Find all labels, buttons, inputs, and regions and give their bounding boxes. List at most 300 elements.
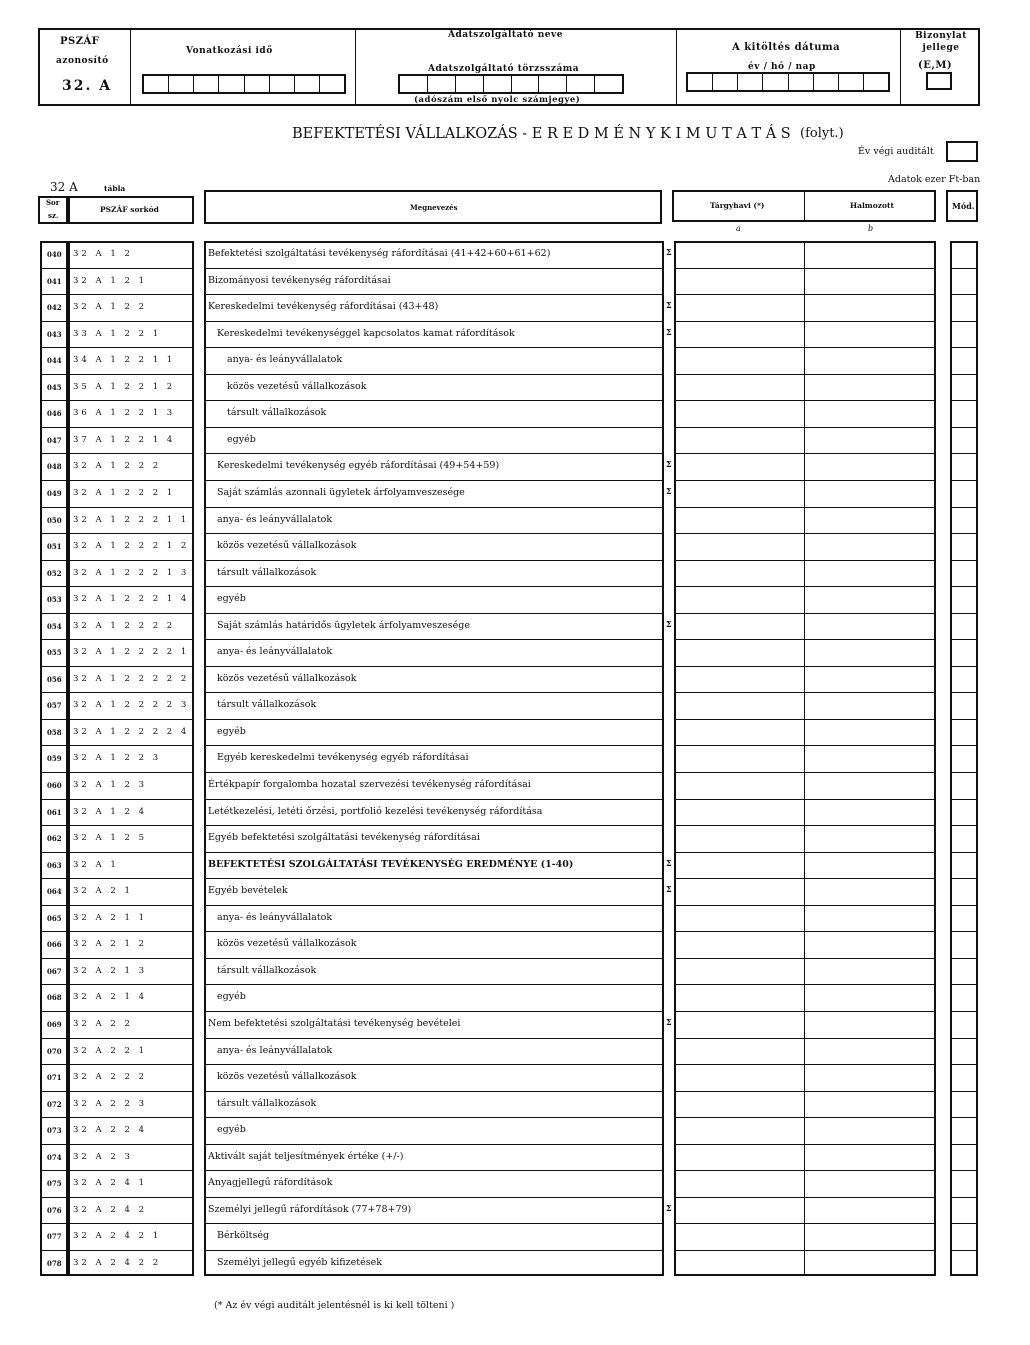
row-divider (950, 852, 978, 853)
targyhavi-cell[interactable] (676, 1252, 802, 1275)
row-divider (68, 294, 194, 295)
row-label: társult vállalkozások (217, 566, 317, 578)
halmozott-cell[interactable] (806, 270, 934, 293)
row-divider (674, 560, 936, 561)
mod-cell[interactable] (952, 1199, 976, 1222)
mod-cell[interactable] (952, 721, 976, 744)
row-divider (40, 480, 68, 481)
row-divider (950, 639, 978, 640)
adatszolgaltato-neve-label: Adatszolgáltató neve (448, 30, 563, 40)
ev-vegi-auditalt-label: Év végi auditált (858, 146, 934, 157)
row-number: 048 (47, 462, 62, 472)
targyhavi-cell[interactable] (676, 827, 802, 850)
row-divider (950, 453, 978, 454)
row-divider (674, 1170, 936, 1171)
row-code: 32 A 2 2 1 (73, 1045, 147, 1056)
mod-cell[interactable] (952, 1225, 976, 1248)
targyhavi-cell[interactable] (676, 1066, 802, 1089)
row-divider (674, 1011, 936, 1012)
row-divider (40, 745, 68, 746)
halmozott-cell[interactable] (806, 535, 934, 558)
halmozott-cell[interactable] (806, 933, 934, 956)
row-divider (40, 931, 68, 932)
row-label: Saját számlás határidős ügyletek árfolyamveszesége (217, 619, 470, 631)
row-divider (40, 825, 68, 826)
mod-cell[interactable] (952, 376, 976, 399)
targyhavi-cell[interactable] (676, 243, 802, 266)
row-divider (40, 1170, 68, 1171)
mod-cell[interactable] (952, 270, 976, 293)
row-divider (950, 1038, 978, 1039)
targyhavi-cell[interactable] (676, 615, 802, 638)
row-divider (674, 1091, 936, 1092)
row-number: 075 (47, 1179, 62, 1189)
row-code: 37 A 1 2 2 1 4 (73, 434, 176, 445)
mod-cell[interactable] (952, 509, 976, 532)
row-number: 051 (47, 542, 62, 552)
row-divider (204, 321, 664, 322)
row-divider (950, 533, 978, 534)
row-divider (204, 958, 664, 959)
row-number: 054 (47, 621, 62, 631)
halmozott-cell[interactable] (806, 1146, 934, 1169)
row-divider (950, 1250, 978, 1251)
row-code: 32 A 1 2 2 3 (73, 753, 162, 764)
targyhavi-cell[interactable] (676, 694, 802, 717)
row-label: közös vezetésű vállalkozások (217, 1071, 357, 1083)
row-label: anya- és leányvállalatok (217, 911, 333, 923)
col-a-label: a (736, 224, 741, 233)
targyhavi-cell[interactable] (676, 986, 802, 1009)
row-code: 32 A 1 2 3 (73, 780, 147, 790)
row-label: közös vezetésű vállalkozások (217, 540, 357, 552)
halmozott-cell[interactable] (806, 1040, 934, 1063)
row-divider (950, 1117, 978, 1118)
halmozott-cell[interactable] (806, 402, 934, 425)
halmozott-cell[interactable] (806, 880, 934, 903)
row-divider (674, 533, 936, 534)
row-divider (674, 799, 936, 800)
row-divider (40, 639, 68, 640)
kitoltes-datuma-label: A kitöltés dátuma (732, 42, 841, 53)
row-number: 058 (47, 727, 62, 737)
row-divider (674, 878, 936, 879)
mod-cell[interactable] (952, 455, 976, 478)
row-divider (204, 825, 664, 826)
row-divider (204, 294, 664, 295)
halmozott-cell[interactable] (806, 1013, 934, 1036)
halmozott-cell[interactable] (806, 1252, 934, 1275)
row-divider (68, 480, 194, 481)
row-code: 32 A 1 2 2 2 2 4 (73, 726, 190, 737)
mod-cell[interactable] (952, 323, 976, 346)
row-divider (40, 268, 68, 269)
row-number: 040 (47, 250, 62, 259)
row-divider (204, 1250, 664, 1251)
halmozott-cell[interactable] (806, 960, 934, 983)
row-code: 35 A 1 2 2 1 2 (73, 381, 176, 392)
row-divider (40, 772, 68, 773)
targyhavi-cell[interactable] (676, 1146, 802, 1169)
mod-cell[interactable] (952, 1146, 976, 1169)
mod-cell[interactable] (952, 827, 976, 850)
row-divider (68, 268, 194, 269)
halmozott-cell[interactable] (806, 694, 934, 717)
row-label: Kereskedelmi tevékenység ráfordításai (43+48) (208, 301, 439, 313)
row-divider (204, 692, 664, 693)
row-divider (204, 480, 664, 481)
row-label: egyéb (217, 1124, 246, 1136)
row-label: Bizományosi tevékenység ráfordításai (208, 274, 391, 286)
row-code: 32 A 1 2 (73, 249, 133, 259)
row-divider (204, 560, 664, 561)
row-divider (68, 772, 194, 773)
halmozott-cell[interactable] (806, 1199, 934, 1222)
targyhavi-cell[interactable] (676, 933, 802, 956)
row-divider (68, 1038, 194, 1039)
form-code: 32. A (62, 78, 113, 94)
row-code: 32 A 1 2 2 2 1 1 (73, 514, 190, 525)
mod-cell[interactable] (952, 243, 976, 266)
row-divider (950, 719, 978, 720)
ev-ho-nap-label: év / hó / nap (748, 62, 816, 72)
row-label: anya- és leányvállalatok (217, 646, 333, 658)
row-label: egyéb (217, 593, 246, 605)
row-number: 043 (47, 329, 62, 339)
targyhavi-cell[interactable] (676, 482, 802, 505)
row-divider (950, 347, 978, 348)
row-divider (68, 745, 194, 746)
mod-cell[interactable] (952, 429, 976, 452)
halmozott-cell[interactable] (806, 1172, 934, 1195)
halmozott-label: Halmozott (850, 201, 894, 210)
row-divider (204, 719, 664, 720)
row-divider (204, 1170, 664, 1171)
row-divider (204, 586, 664, 587)
halmozott-cell[interactable] (806, 774, 934, 797)
row-divider (204, 852, 664, 853)
mod-cell[interactable] (952, 641, 976, 664)
row-divider (68, 560, 194, 561)
row-number: 047 (47, 435, 62, 445)
row-divider (40, 1223, 68, 1224)
row-number: 061 (47, 807, 62, 817)
sum-marker: Σ (666, 1016, 672, 1027)
targyhavi-cell[interactable] (676, 960, 802, 983)
row-divider (950, 374, 978, 375)
mod-cell[interactable] (952, 349, 976, 372)
row-code: 32 A 1 2 2 2 2 1 (73, 647, 190, 658)
sum-marker: Σ (666, 857, 672, 868)
targyhavi-cell[interactable] (676, 1040, 802, 1063)
row-divider (40, 586, 68, 587)
mod-cell[interactable] (952, 615, 976, 638)
row-divider (950, 613, 978, 614)
targyhavi-cell[interactable] (676, 1172, 802, 1195)
row-divider (68, 878, 194, 879)
row-divider (674, 427, 936, 428)
row-number: 063 (47, 860, 62, 870)
row-divider (40, 427, 68, 428)
row-code: 32 A 1 2 2 (73, 302, 147, 313)
row-divider (674, 1250, 936, 1251)
halmozott-cell[interactable] (806, 376, 934, 399)
bizonylat-label: Bizonylat jellege (915, 31, 967, 53)
adoszam-note: (adószám első nyolc számjegye) (414, 95, 581, 105)
row-code: 32 A 2 1 4 (73, 992, 147, 1003)
row-number: 042 (47, 303, 62, 313)
halmozott-cell[interactable] (806, 854, 934, 877)
row-divider (68, 321, 194, 322)
row-divider (40, 958, 68, 959)
row-number: 066 (47, 940, 62, 950)
halmozott-cell[interactable] (806, 827, 934, 850)
row-divider (68, 453, 194, 454)
sum-marker: Σ (666, 326, 672, 337)
targyhavi-cell[interactable] (676, 1225, 802, 1248)
mod-cell[interactable] (952, 1119, 976, 1142)
vonatkozasi-ido-label: Vonatkozási idő (186, 46, 273, 56)
halmozott-cell[interactable] (806, 1093, 934, 1116)
targyhavi-cell[interactable] (676, 801, 802, 824)
targyhavi-cell[interactable] (676, 429, 802, 452)
row-label: anya- és leányvállalatok (227, 354, 343, 366)
row-code: 32 A 1 2 2 2 1 2 (73, 541, 190, 552)
row-divider (950, 480, 978, 481)
targyhavi-cell[interactable] (676, 402, 802, 425)
targyhavi-cell[interactable] (676, 1119, 802, 1142)
halmozott-cell[interactable] (806, 1119, 934, 1142)
row-divider (674, 905, 936, 906)
row-divider (674, 1064, 936, 1065)
halmozott-cell[interactable] (806, 1066, 934, 1089)
targyhavi-cell[interactable] (676, 562, 802, 585)
targyhavi-cell[interactable] (676, 907, 802, 930)
halmozott-cell[interactable] (806, 721, 934, 744)
halmozott-cell[interactable] (806, 615, 934, 638)
targyhavi-cell[interactable] (676, 535, 802, 558)
halmozott-cell[interactable] (806, 588, 934, 611)
mod-cell[interactable] (952, 296, 976, 319)
halmozott-cell[interactable] (806, 349, 934, 372)
row-divider (68, 825, 194, 826)
row-divider (40, 692, 68, 693)
adatok-label: Adatok ezer Ft-ban (888, 174, 981, 185)
targyhavi-cell[interactable] (676, 721, 802, 744)
row-divider (950, 321, 978, 322)
mod-cell[interactable] (952, 535, 976, 558)
halmozott-cell[interactable] (806, 747, 934, 770)
tabla-label: tábla (104, 184, 126, 193)
mod-cell[interactable] (952, 1252, 976, 1275)
mod-cell[interactable] (952, 1093, 976, 1116)
mod-cell[interactable] (952, 907, 976, 930)
row-divider (68, 1223, 194, 1224)
row-divider (68, 692, 194, 693)
halmozott-cell[interactable] (806, 562, 934, 585)
row-divider (68, 507, 194, 508)
row-divider (950, 1011, 978, 1012)
row-divider (40, 374, 68, 375)
targyhavi-cell[interactable] (676, 509, 802, 532)
mod-cell[interactable] (952, 588, 976, 611)
row-label: Befektetési szolgáltatási tevékenység ráfordításai (41+42+60+61+62) (208, 248, 551, 259)
row-divider (68, 931, 194, 932)
sum-marker: Σ (666, 459, 672, 470)
halmozott-cell[interactable] (806, 668, 934, 691)
row-divider (204, 772, 664, 773)
row-label: Bérköltség (217, 1230, 270, 1242)
mod-cell[interactable] (952, 880, 976, 903)
row-divider (950, 507, 978, 508)
row-code: 32 A 2 2 3 (73, 1098, 147, 1109)
mod-cell[interactable] (952, 747, 976, 770)
halmozott-cell[interactable] (806, 296, 934, 319)
row-divider (674, 745, 936, 746)
targyhavi-cell[interactable] (676, 1013, 802, 1036)
targyhavi-cell[interactable] (676, 747, 802, 770)
halmozott-cell[interactable] (806, 801, 934, 824)
row-divider (40, 1144, 68, 1145)
row-divider (950, 400, 978, 401)
mod-cell[interactable] (952, 694, 976, 717)
row-divider (950, 1223, 978, 1224)
row-code: 32 A 2 4 2 2 (73, 1257, 162, 1268)
page-title: BEFEKTETÉSI VÁLLALKOZÁS - E R E D M É N Y K I M U T A T Á S (292, 126, 791, 142)
row-divider (204, 453, 664, 454)
row-divider (204, 1064, 664, 1065)
row-divider (950, 799, 978, 800)
sum-marker: Σ (666, 247, 672, 257)
targyhavi-cell[interactable] (676, 880, 802, 903)
row-divider (204, 427, 664, 428)
row-label: Anyagjellegű ráfordítások (208, 1177, 333, 1189)
row-divider (950, 958, 978, 959)
mod-cell[interactable] (952, 986, 976, 1009)
targyhavi-cell[interactable] (676, 270, 802, 293)
row-divider (40, 852, 68, 853)
row-divider (950, 268, 978, 269)
row-divider (674, 347, 936, 348)
targyhavi-cell[interactable] (676, 296, 802, 319)
row-divider (204, 1091, 664, 1092)
row-divider (40, 560, 68, 561)
mod-cell[interactable] (952, 801, 976, 824)
row-divider (68, 799, 194, 800)
row-label: Aktivált saját teljesítmények értéke (+/-) (208, 1150, 404, 1162)
targyhavi-cell[interactable] (676, 349, 802, 372)
mod-cell[interactable] (952, 774, 976, 797)
row-divider (950, 905, 978, 906)
halmozott-cell[interactable] (806, 482, 934, 505)
mod-cell[interactable] (952, 1172, 976, 1195)
row-label: társult vállalkozások (217, 1097, 317, 1109)
targyhavi-cell[interactable] (676, 588, 802, 611)
row-divider (68, 852, 194, 853)
mod-cell[interactable] (952, 933, 976, 956)
row-divider (40, 1091, 68, 1092)
row-label: közös vezetésű vállalkozások (217, 938, 357, 950)
mod-cell[interactable] (952, 482, 976, 505)
mod-cell[interactable] (952, 854, 976, 877)
row-label: Egyéb kereskedelmi tevékenység egyéb ráfordításai (217, 752, 469, 764)
row-divider (68, 1170, 194, 1171)
row-code: 32 A 2 4 2 1 (73, 1231, 162, 1242)
halmozott-cell[interactable] (806, 986, 934, 1009)
mod-cell[interactable] (952, 402, 976, 425)
mod-cell[interactable] (952, 668, 976, 691)
row-divider (40, 666, 68, 667)
row-number: 057 (47, 701, 62, 711)
targyhavi-cell[interactable] (676, 323, 802, 346)
row-divider (68, 905, 194, 906)
row-label: Személyi jellegű ráfordítások (77+78+79) (208, 1203, 412, 1215)
targyhavi-cell[interactable] (676, 641, 802, 664)
targyhavi-cell[interactable] (676, 376, 802, 399)
targyhavi-label: Tárgyhavi (*) (710, 201, 765, 210)
targyhavi-cell[interactable] (676, 668, 802, 691)
row-divider (950, 931, 978, 932)
row-divider (68, 719, 194, 720)
mod-label: Mód. (952, 201, 975, 211)
row-divider (40, 613, 68, 614)
mod-cell[interactable] (952, 1040, 976, 1063)
row-divider (40, 984, 68, 985)
halmozott-cell[interactable] (806, 323, 934, 346)
mod-cell[interactable] (952, 1066, 976, 1089)
row-number: 074 (47, 1152, 62, 1162)
halmozott-cell[interactable] (806, 243, 934, 266)
row-divider (40, 719, 68, 720)
megnevezes-label: Megnevezés (410, 203, 458, 212)
halmozott-cell[interactable] (806, 429, 934, 452)
targyhavi-cell[interactable] (676, 455, 802, 478)
halmozott-cell[interactable] (806, 907, 934, 930)
halmozott-cell[interactable] (806, 455, 934, 478)
col-values-divider (804, 241, 805, 1276)
halmozott-cell[interactable] (806, 641, 934, 664)
row-label: társult vállalkozások (227, 407, 327, 419)
row-divider (674, 1117, 936, 1118)
targyhavi-cell[interactable] (676, 774, 802, 797)
row-label: társult vállalkozások (217, 699, 317, 711)
row-divider (40, 1064, 68, 1065)
mod-cell[interactable] (952, 1013, 976, 1036)
row-divider (674, 586, 936, 587)
row-divider (950, 878, 978, 879)
row-divider (950, 1170, 978, 1171)
row-divider (204, 613, 664, 614)
targyhavi-cell[interactable] (676, 854, 802, 877)
row-divider (68, 1117, 194, 1118)
targyhavi-cell[interactable] (676, 1093, 802, 1116)
row-divider (40, 400, 68, 401)
row-divider (674, 772, 936, 773)
row-code: 32 A 1 2 2 2 (73, 461, 162, 472)
row-divider (674, 639, 936, 640)
halmozott-cell[interactable] (806, 509, 934, 532)
row-code: 32 A 2 4 1 (73, 1178, 147, 1189)
row-number: 059 (47, 754, 62, 764)
row-divider (40, 347, 68, 348)
row-number: 072 (47, 1099, 62, 1109)
mod-cell[interactable] (952, 960, 976, 983)
mod-cell[interactable] (952, 562, 976, 585)
halmozott-cell[interactable] (806, 1225, 934, 1248)
targyhavi-cell[interactable] (676, 1199, 802, 1222)
row-divider (674, 1144, 936, 1145)
row-divider (68, 347, 194, 348)
